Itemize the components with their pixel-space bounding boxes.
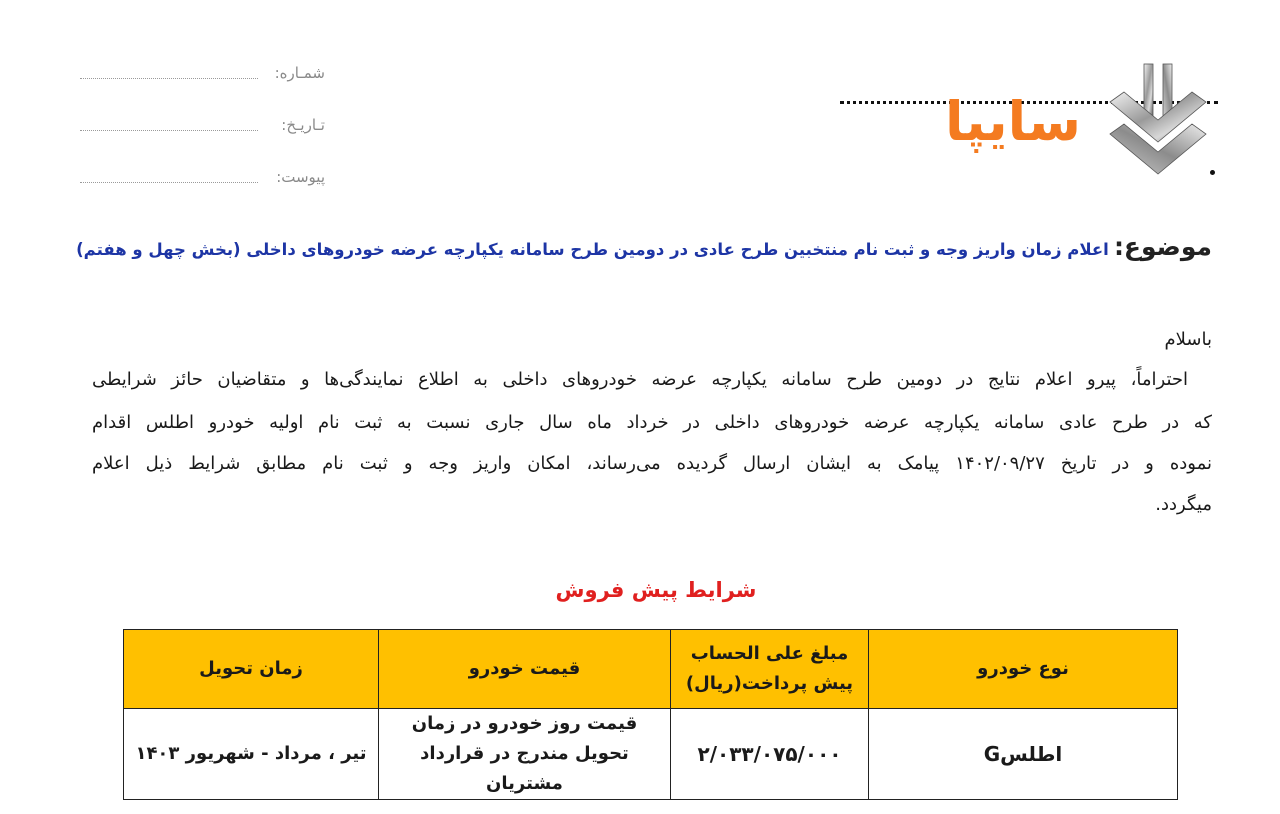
logo-dot [1210,170,1215,175]
attachment-line [80,182,258,183]
paragraph-line-3: نموده و در تاریخ ۱۴۰۲/۰۹/۲۷ پیامک به ایشان ارسال گردیده می‌رساند، امکان واریز وجه و ثبت نام مطابق شرایط ذیل اعلام [92,453,1212,474]
paragraph-line-2: که در طرح عادی سامانه یکپارچه عرضه خودروهای داخلی در خرداد ماه سال جاری نسبت به ثبت نام اولیه خودرو اطلس اقدام [92,412,1212,433]
presale-title: شرایط پیش فروش [555,578,757,602]
cell-car-type: اطلسG [869,709,1178,800]
saipa-logo-icon [1106,62,1210,176]
column-header-deposit: مبلغ علی الحساب پیش پرداخت(ریال) [671,630,869,709]
cell-delivery: تیر ، مرداد - شهریور ۱۴۰۳ [124,709,379,800]
brand-wordmark: سایپا [945,90,1081,153]
paragraph-line-1: احتراماً، پیرو اعلام نتایج در دومین طرح سامانه یکپارچه عرضه خودروهای داخلی به اطلاع نمایندگی‌ها و متقاضیان حائز شرایطی [92,369,1188,390]
table-header-row [124,630,1178,709]
cell-deposit: ۲/۰۳۳/۰۷۵/۰۰۰ [671,709,869,800]
date-line [80,130,258,131]
date-field [80,114,325,144]
subject-text: اعلام زمان واریز وجه و ثبت نام منتخبین طرح عادی در دومین طرح سامانه یکپارچه عرضه خودروهای داخلی (بخش چهل و هفتم) [76,240,1109,259]
attachment-field [80,166,325,196]
subject-label: موضوع: [1113,232,1212,261]
column-header-price: قیمت خودرو [379,630,671,709]
presale-table [123,629,1178,800]
subject-line [76,232,1212,261]
number-label: شمـاره: [274,64,325,82]
number-field [80,62,325,92]
number-line [80,78,258,79]
column-header-delivery: زمان تحویل [124,630,379,709]
greeting: باسلام [1164,329,1212,350]
column-header-car-type: نوع خودرو [869,630,1178,709]
date-label: تـاریـخ: [281,116,325,134]
paragraph-line-4: میگردد. [1155,494,1212,515]
table-row [124,709,1178,800]
attachment-label: پیوست: [276,168,325,186]
cell-price: قیمت روز خودرو در زمان تحویل مندرج در قرارداد مشتریان [379,709,671,800]
